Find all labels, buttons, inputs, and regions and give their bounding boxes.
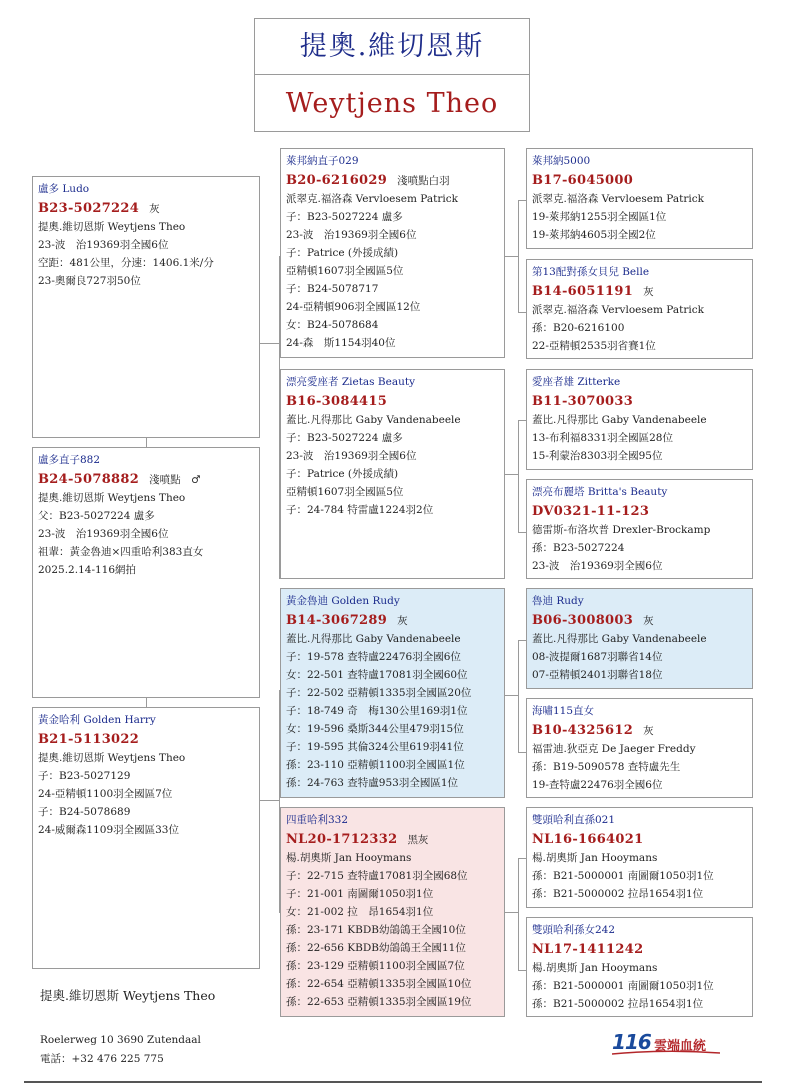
info-line: 08-波提爾1687羽聯省14位	[532, 651, 663, 663]
info-line: 子：18-749 奇 梅130公里169羽1位	[286, 705, 468, 717]
info-line: 子：B24-5078717	[286, 283, 379, 295]
info-line: 女：21-002 拉 昂1654羽1位	[286, 906, 434, 918]
ring-number: B24-5078882	[38, 472, 140, 487]
info-line: 女：22-501 查特盧17081羽全國60位	[286, 669, 468, 681]
pigeon-name: 海嘯115直女	[532, 705, 595, 717]
info-line: 提奧.維切恩斯 Weytjens Theo	[38, 492, 186, 504]
info-line: 23-波 治19369羽全國6位	[286, 450, 417, 462]
info-line: 子：22-502 亞精頓1335羽全國區20位	[286, 687, 472, 699]
connector-line	[518, 858, 519, 970]
pigeon-name: 漂亮愛座者 Zietas Beauty	[286, 376, 416, 388]
info-line: 孫：B20-6216100	[532, 322, 625, 334]
ring-number: B10-4325612	[532, 723, 634, 738]
connector-line	[504, 474, 518, 475]
info-line: 19-查特盧22476羽全國6位	[532, 779, 663, 791]
pigeon-card-ggsire-1	[526, 148, 753, 249]
info-line: 22-亞精頓2535羽省賽1位	[532, 340, 656, 352]
title-box	[254, 18, 530, 132]
pigeon-name: 萊邦納5000	[532, 155, 591, 167]
connector-line	[518, 970, 526, 971]
info-line: 子：19-578 查特盧22476羽全國6位	[286, 651, 461, 663]
ring-number: B11-3070033	[532, 394, 634, 409]
pigeon-name: 盧多 Ludo	[38, 183, 90, 195]
connector-line	[518, 420, 526, 421]
pigeon-card-granddam-paternal	[280, 369, 505, 579]
pigeon-card-sire-ludo	[32, 176, 260, 438]
info-line: 07-亞精頓2401羽聯省18位	[532, 669, 663, 681]
info-line: 子：B23-5027129	[38, 770, 131, 782]
info-line: 24-森 斯1154羽40位	[286, 337, 396, 349]
info-line: 15-利蒙治8303羽全國95位	[532, 450, 663, 462]
info-line: 祖輩：黃金魯迪×四重哈利383直女	[38, 546, 204, 558]
pigeon-name: 愛座者雄 Zitterke	[532, 376, 621, 388]
ring-number: NL16-1664021	[532, 832, 644, 847]
info-line: 孫：24-763 查特盧953羽全國區1位	[286, 777, 459, 789]
ring-number: NL17-1411242	[532, 942, 644, 957]
pigeon-color: 灰	[643, 615, 654, 627]
bottom-divider	[24, 1081, 762, 1083]
owner-name: 提奧.維切恩斯 Weytjens Theo	[40, 988, 216, 1003]
info-line: 子：22-715 查特盧17081羽全國68位	[286, 870, 468, 882]
info-line: 子：B24-5078689	[38, 806, 131, 818]
info-line: 子：21-001 南圖爾1050羽1位	[286, 888, 434, 900]
pigeon-card-ggdam-3	[526, 698, 753, 798]
connector-line	[504, 256, 518, 257]
ring-number: B14-3067289	[286, 613, 388, 628]
info-line: 蓋比.凡得那比 Gaby Vandenabeele	[286, 414, 461, 426]
connector-line	[518, 312, 526, 313]
pigeon-card-ggsire-3	[526, 588, 753, 689]
info-line: 23-波 治19369羽全國6位	[38, 239, 169, 251]
info-line: 提奧.維切恩斯 Weytjens Theo	[38, 752, 186, 764]
info-line: 24-威爾森1109羽全國區33位	[38, 824, 179, 836]
connector-line	[259, 343, 279, 344]
info-line: 德雷斯-布洛坎普 Drexler-Brockamp	[532, 524, 711, 536]
info-line: 父：B23-5027224 盧多	[38, 510, 155, 522]
info-line: 19-萊邦納4605羽全國2位	[532, 229, 656, 241]
pigeon-name: 萊邦納直子029	[286, 155, 359, 167]
ring-number: B17-6045000	[532, 173, 634, 188]
connector-line	[259, 800, 279, 801]
pigeon-name: 四重哈利332	[286, 814, 349, 826]
pigeon-name: 漂亮布麗塔 Britta's Beauty	[532, 486, 668, 498]
pigeon-name: 第13配對孫女貝兒 Belle	[532, 266, 650, 278]
logo-swoosh-icon	[612, 1050, 720, 1056]
info-line: 24-亞精頓1100羽全國區7位	[38, 788, 173, 800]
info-line: 23-奧爾良727羽50位	[38, 275, 141, 287]
pigeon-color: 灰	[149, 203, 160, 215]
info-line: 子：24-784 特雷盧1224羽2位	[286, 504, 434, 516]
connector-line	[518, 200, 526, 201]
info-line: 19-萊邦納1255羽全國區1位	[532, 211, 667, 223]
info-line: 蓋比.凡得那比 Gaby Vandenabeele	[532, 414, 707, 426]
connector-line	[146, 697, 147, 707]
ring-number: B20-6216029	[286, 173, 388, 188]
info-line: 孫：B19-5090578 查特盧先生	[532, 761, 681, 773]
info-line: 孫：23-129 亞精頓1100羽全國區7位	[286, 960, 465, 972]
pigeon-name: 雙頭哈利直孫021	[532, 814, 616, 826]
info-line: 23-波 治19369羽全國6位	[286, 229, 417, 241]
pigeon-color: 灰	[397, 615, 408, 627]
pigeon-name: 雙頭哈利孫女242	[532, 924, 616, 936]
info-line: 孫：B21-5000001 南圖爾1050羽1位	[532, 870, 714, 882]
ring-number: B21-5113022	[38, 732, 140, 747]
info-line: 提奧.維切恩斯 Weytjens Theo	[38, 221, 186, 233]
info-line: 子：B23-5027224 盧多	[286, 211, 403, 223]
pigeon-card-grandsire-maternal	[280, 588, 505, 798]
connector-line	[518, 532, 526, 533]
title-chinese: 提奧.維切恩斯	[255, 19, 529, 75]
pigeon-card-ggdam-4	[526, 917, 753, 1017]
pigeon-color: 淺噴點白羽	[397, 175, 450, 187]
pigeon-color: 灰	[643, 286, 654, 298]
pigeon-name: 黃金魯迪 Golden Rudy	[286, 595, 400, 607]
info-line: 亞精頓1607羽全國區5位	[286, 486, 404, 498]
info-line: 孫：22-653 亞精頓1335羽全國區19位	[286, 996, 472, 1008]
info-line: 24-亞精頓906羽全國區12位	[286, 301, 421, 313]
pigeon-card-ggsire-2	[526, 369, 753, 470]
info-line: 子：B23-5027224 盧多	[286, 432, 403, 444]
pigeon-color: 黑灰	[407, 834, 429, 846]
connector-line	[518, 640, 526, 641]
pigeon-card-grandsire-paternal	[280, 148, 505, 358]
connector-line	[518, 640, 519, 752]
logo-text: 雲端血統	[654, 1039, 707, 1054]
info-line: 13-布利福8331羽全國區28位	[532, 432, 673, 444]
pigeon-name: 盧多直子882	[38, 454, 101, 466]
info-line: 派翠克.福洛森 Vervloesem Patrick	[532, 193, 704, 205]
ring-number: B16-3084415	[286, 394, 388, 409]
pigeon-card-ggdam-2	[526, 479, 753, 579]
pigeon-card-dam-golden-harry	[32, 707, 260, 969]
info-line: 孫：B23-5027224	[532, 542, 625, 554]
info-line: 孫：23-110 亞精頓1100羽全國區1位	[286, 759, 465, 771]
owner-address: Roelerweg 10 3690 Zutendaal	[40, 1034, 201, 1046]
ring-number: B14-6051191	[532, 284, 634, 299]
ring-number: DV0321-11-123	[532, 504, 650, 519]
info-line: 孫：22-656 KBDB幼鴿鴿王全國11位	[286, 942, 466, 954]
info-line: 孫：B21-5000002 拉昂1654羽1位	[532, 888, 704, 900]
info-line: 女：19-596 桑斯344公里479羽15位	[286, 723, 464, 735]
info-line: 孫：23-171 KBDB幼鴿鴿王全國10位	[286, 924, 466, 936]
connector-line	[518, 420, 519, 532]
connector-line	[146, 437, 147, 447]
info-line: 蓋比.凡得那比 Gaby Vandenabeele	[532, 633, 707, 645]
pigeon-name: 魯迪 Rudy	[532, 595, 584, 607]
info-line: 派翠克.福洛森 Vervloesem Patrick	[286, 193, 458, 205]
info-line: 子：Patrice (外援成績)	[286, 468, 399, 480]
pigeon-name: 黃金哈利 Golden Harry	[38, 714, 156, 726]
info-line: 空距：481公里，分速：1406.1米/分	[38, 257, 214, 269]
info-line: 孫：B21-5000002 拉昂1654羽1位	[532, 998, 704, 1010]
info-line: 子：19-595 其倫324公里619羽41位	[286, 741, 464, 753]
info-line: 亞精頓1607羽全國區5位	[286, 265, 404, 277]
info-line: 子：Patrice (外援成績)	[286, 247, 399, 259]
info-line: 楊.胡奧斯 Jan Hooymans	[532, 852, 658, 864]
brand-logo	[612, 1030, 722, 1056]
pigeon-card-ggdam-1	[526, 259, 753, 359]
info-line: 女：B24-5078684	[286, 319, 379, 331]
connector-line	[518, 200, 519, 312]
info-line: 福雷迪.狄亞克 De Jaeger Freddy	[532, 743, 696, 755]
info-line: 23-波 治19369羽全國6位	[532, 560, 663, 572]
connector-line	[504, 695, 518, 696]
owner-phone: 電話：+32 476 225 775	[40, 1053, 164, 1065]
info-line: 2025.2.14-116網拍	[38, 564, 137, 576]
pigeon-color: 灰	[643, 725, 654, 737]
pigeon-card-subject	[32, 447, 260, 698]
connector-line	[518, 752, 526, 753]
info-line: 楊.胡奧斯 Jan Hooymans	[532, 962, 658, 974]
pigeon-card-ggsire-4	[526, 807, 753, 908]
title-english: Weytjens Theo	[285, 88, 499, 119]
ring-number: NL20-1712332	[286, 832, 398, 847]
logo-number: 116	[612, 1030, 651, 1054]
info-line: 蓋比.凡得那比 Gaby Vandenabeele	[286, 633, 461, 645]
info-line: 派翠克.福洛森 Vervloesem Patrick	[532, 304, 704, 316]
connector-line	[518, 858, 526, 859]
info-line: 孫：B21-5000001 南圖爾1050羽1位	[532, 980, 714, 992]
info-line: 23-波 治19369羽全國6位	[38, 528, 169, 540]
info-line: 孫：22-654 亞精頓1335羽全國區10位	[286, 978, 472, 990]
info-line: 楊.胡奧斯 Jan Hooymans	[286, 852, 412, 864]
connector-line	[504, 912, 518, 913]
ring-number: B06-3008003	[532, 613, 634, 628]
pigeon-color: 淺噴點 ♂	[149, 474, 201, 486]
ring-number: B23-5027224	[38, 201, 140, 216]
pigeon-card-granddam-maternal	[280, 807, 505, 1017]
